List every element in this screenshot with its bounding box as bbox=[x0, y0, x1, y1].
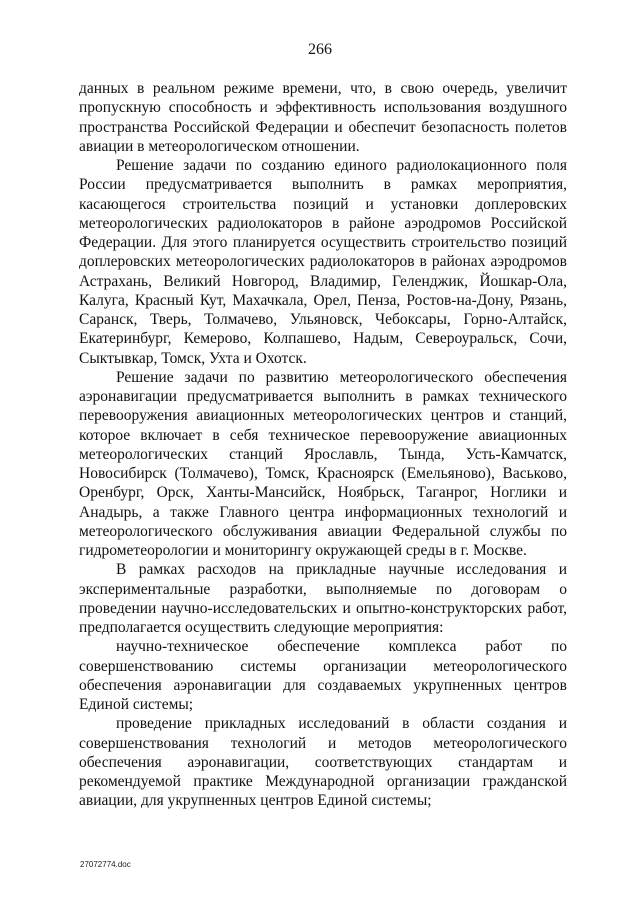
page-number: 266 bbox=[308, 41, 332, 58]
list-item-applied-research: проведение прикладных исследований в области создания и совершенствования технологий и методов метеорологического обеспечения аэронавигации, соответствующих стандартам и рекомендуемой практике Международной организации гражданской авиации, для укрупненных центров Единой системы; bbox=[79, 715, 567, 810]
paragraph-research-expenses: В рамках расходов на прикладные научные исследования и экспериментальные разработки, выполняемые по договорам о проведении научно-исследовательских и опытно-конструкторских работ, предполагается осуществить следующие мероприятия: bbox=[79, 561, 567, 636]
document-body bbox=[79, 79, 567, 811]
list-item-scientific-support: научно-техническое обеспечение комплекса работ по совершенствованию системы организации метеорологического обеспечения аэронавигации для создаваемых укрупненных центров Единой системы; bbox=[79, 638, 567, 713]
paragraph-radar-field: Решение задачи по созданию единого радиолокационного поля России предусматривается выполнить в рамках мероприятия, касающегося строительства позиций и установки доплеровских метеорологических радиолокаторов в районе аэродромов Российской Федерации. Для этого планируется осуществить строительство позиций доплеровских метеорологических радиолокаторов в районах аэродромов Астрахань, Великий Новгород, Владимир, Геленджик, Йошкар-Ола, Калуга, Красный Кут, Махачкала, Орел, Пенза, Ростов-на-Дону, Рязань, Саранск, Тверь, Толмачево, Ульяновск, Чебоксары, Горно-Алтайск, Екатеринбург, Кемерово, Колпашево, Надым, Североуральск, Сочи, Сыктывкар, Томск, Ухта и Охотск. bbox=[79, 157, 567, 367]
footer-filename: 27072774.doc bbox=[80, 860, 131, 869]
paragraph-continuation: данных в реальном режиме времени, что, в свою очередь, увеличит пропускную способность и эффективность использования воздушного пространства Российской Федерации и обеспечит безопасность полетов авиации в метеорологическом отношении. bbox=[79, 80, 567, 155]
paragraph-meteo-support: Решение задачи по развитию метеорологического обеспечения аэронавигации предусматривается выполнить в рамках технического перевооружения авиационных метеорологических центров и станций, которое включает в себя техническое перевооружение авиационных метеорологических станций Ярославль, Тында, Усть-Камчатск, Новосибирск (Толмачево), Томск, Красноярск (Емельяново), Васьково, Оренбург, Орск, Ханты-Мансийск, Ноябрьск, Таганрог, Ноглики и Анадырь, а также Главного центра информационных технологий и метеорологического обслуживания авиации Федеральной службы по гидрометеорологии и мониторингу окружающей среды в г. Москве. bbox=[79, 368, 567, 559]
